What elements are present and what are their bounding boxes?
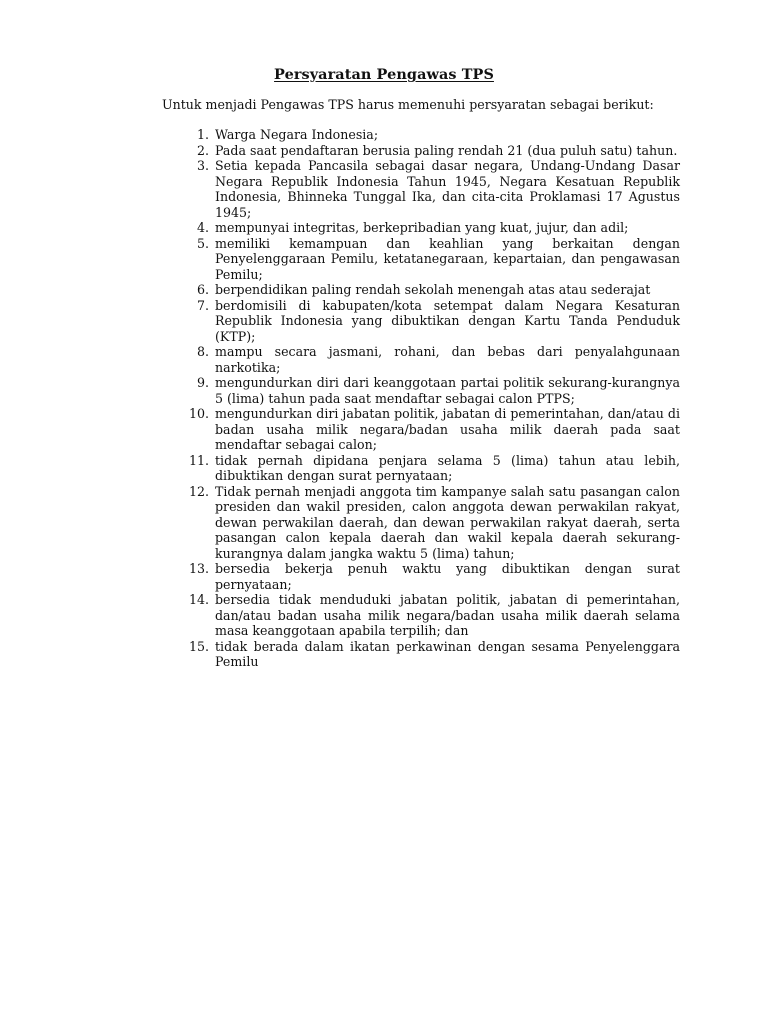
- list-item-number: 15.: [188, 638, 209, 654]
- requirements-list: [162, 127, 680, 670]
- list-item-text: Pada saat pendaftaran berusia paling rendah 21 (dua puluh satu) tahun.: [215, 142, 678, 158]
- list-item-text: Setia kepada Pancasila sebagai dasar negara, Undang-Undang Dasar Negara Republik Indonesia Tahun 1945, Negara Kesatuan Republik Indonesia, Bhinneka Tunggal Ika, dan cita-cita Proklamasi 17 Agustus 1945;: [215, 158, 680, 220]
- list-item-number: 8.: [196, 344, 209, 359]
- list-item-text: Tidak pernah menjadi anggota tim kampanye salah satu pasangan calon presiden dan wakil presiden, calon anggota dewan perwakilan rakyat, dewan perwakilan daerah, dan dewan perwakilan rakyat daerah, serta pasangan calon kepala daerah dan wakil kepala daerah sekurang-kurangnya dalam jangka waktu 5 (lima) tahun;: [215, 483, 680, 561]
- list-item-number: 11.: [188, 452, 209, 468]
- list-item-text: berdomisili di kabupaten/kota setempat dalam Negara Kesaturan Republik Indonesia yang dibuktikan dengan Kartu Tanda Penduduk (KTP);: [215, 297, 680, 344]
- list-item-number: 12.: [188, 483, 209, 499]
- intro-paragraph: Untuk menjadi Pengawas TPS harus memenuhi persyaratan sebagai berikut:: [162, 97, 654, 112]
- list-item-text: mampu secara jasmani, rohani, dan bebas dari penyalahgunaan narkotika;: [215, 344, 680, 375]
- list-item: [162, 484, 680, 562]
- list-item-text: memiliki kemampuan dan keahlian yang berkaitan dengan Penyelenggaraan Pemilu, ketatanegaraan, kepartaian, dan pengawasan Pemilu;: [215, 235, 680, 282]
- list-item: [162, 406, 680, 453]
- list-item: [162, 236, 680, 283]
- list-item-text: Warga Negara Indonesia;: [215, 127, 379, 142]
- list-item: [162, 220, 680, 236]
- list-item-text: mempunyai integritas, berkepribadian yang kuat, jujur, dan adil;: [215, 220, 629, 235]
- list-item-number: 9.: [196, 375, 209, 390]
- list-item-text: bersedia tidak menduduki jabatan politik, jabatan di pemerintahan, dan/atau badan usaha milik negara/badan usaha milik daerah selama masa keanggotaan apabila terpilih; dan: [215, 592, 680, 638]
- list-item-number: 2.: [196, 142, 209, 158]
- list-item: [162, 344, 680, 375]
- list-item: [162, 158, 680, 220]
- list-item: [162, 592, 680, 639]
- list-item-text: mengundurkan diri jabatan politik, jabatan di pemerintahan, dan/atau di badan usaha milik negara/badan usaha milik daerah pada saat mendaftar sebagai calon;: [215, 406, 680, 452]
- list-item-number: 13.: [188, 561, 209, 576]
- list-item-number: 4.: [196, 220, 209, 235]
- list-item-text: mengundurkan diri dari keanggotaan partai politik sekurang-kurangnya 5 (lima) tahun pada saat mendaftar sebagai calon PTPS;: [215, 375, 680, 406]
- list-item: [162, 127, 680, 143]
- list-item-number: 7.: [196, 297, 209, 313]
- list-item-number: 6.: [196, 282, 209, 297]
- list-item-number: 10.: [188, 406, 209, 421]
- list-item-text: bersedia bekerja penuh waktu yang dibuktikan dengan surat pernyataan;: [215, 561, 680, 592]
- list-item-number: 1.: [196, 127, 209, 142]
- list-item: [162, 639, 680, 670]
- list-item-number: 14.: [188, 592, 209, 607]
- document-title: Persyaratan Pengawas TPS: [274, 66, 494, 83]
- list-item: [162, 375, 680, 406]
- list-item-text: berpendidikan paling rendah sekolah menengah atas atau sederajat: [215, 282, 651, 297]
- list-item: [162, 298, 680, 345]
- list-item: [162, 143, 680, 159]
- list-item: [162, 453, 680, 484]
- list-item: [162, 561, 680, 592]
- list-item-number: 5.: [196, 235, 209, 251]
- list-item-text: tidak pernah dipidana penjara selama 5 (lima) tahun atau lebih, dibuktikan dengan surat pernyataan;: [215, 452, 680, 483]
- list-item: [162, 282, 680, 298]
- list-item-number: 3.: [196, 158, 209, 173]
- list-item-text: tidak berada dalam ikatan perkawinan dengan sesama Penyelenggara Pemilu: [215, 638, 680, 669]
